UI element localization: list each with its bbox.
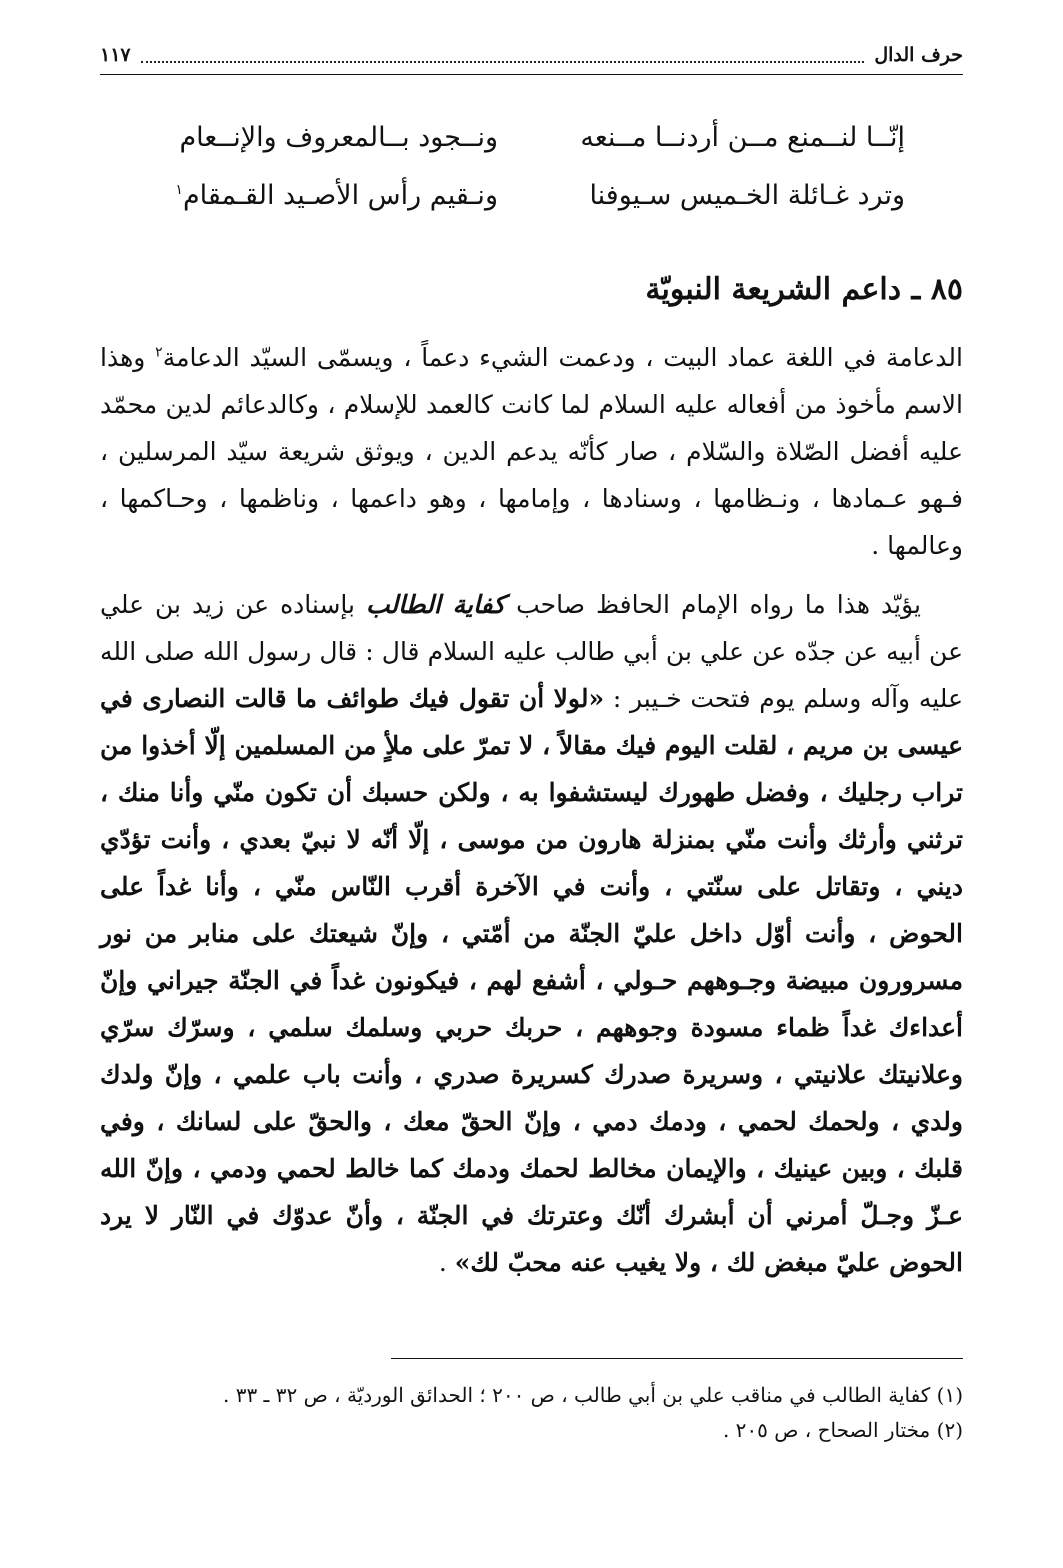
hadith-quote: «لولا أن تقول فيك طوائف ما قالت النصارى في عيسى بن مريم ، لقلت اليوم فيك مقالاً ، لا تمرّ على ملأٍ من المسلمين إلّا أخذوا من تراب رجليك ، وفضل طهورك ليستشفوا به ، ولكن حسبك أن تكون منّي وأنا منك ، ترثني وأرثك وأنت منّي بمنزلة هارون من موسى ، إلّا أنّه لا نبيّ بعدي ، وأنت تؤدّي ديني ، وتقاتل على سنّتي ، وأنت في الآخرة أقرب النّاس منّي ، وأنا غداً على الحوض ، وأنت أوّل داخل عليّ الجنّة من أمّتي ، وإنّ شيعتك على منابر من نور مسرورون مبيضة وجـوههم حـولي ، أشفع لهم ، فيكونون غداً في الجنّة جيراني وإنّ أعداءك غداً ظماء مسودة وجوههم ، حربك حربي وسلمك سلمي ، وسرّك سرّي وعلانيتك علانيتي ، وسريرة صدرك كسريرة صدري ، وأنت باب علمي ، وإنّ ولدك ولدي ، ولحمك لحمي ، ودمك دمي ، وإنّ الحقّ معك ، والحقّ على لسانك ، وفي قلبك ، وبين عينيك ، والإيمان مخالط لحمك ودمك كما خالط لحمي ودمي ، وإنّ الله عـزّ وجـلّ أمرني أن أبشرك أنّك وعترتك في الجنّة ، وأنّ عدوّك في النّار لا يرد الحوض عليّ مبغض لك ، ولا يغيب عنه محبّ لك» (100, 684, 963, 1277)
paragraph-text: وهذا الاسم مأخوذ من أفعاله عليه السلام لما كانت كالعمد للإسلام ، وكالدعائم لدين محمّد عليه أفضل الصّلاة والسّلام ، صار كأنّه يدعم الدين ، ويوثق شريعة سيّد المرسلين ، فـهو عـمادها ، ونـظامها ، وسنادها ، وإمامها ، وهو داعمها ، وناظمها ، وحـاكمها ، وعالمها . (100, 343, 963, 560)
poem-block (100, 108, 963, 224)
header-rule (100, 74, 963, 75)
footnote: (٢) مختار الصحاح ، ص ٢٠٥ . (722, 1418, 963, 1442)
paragraph-text: يؤيّد هذا ما رواه الإمام الحافظ صاحب (505, 590, 921, 619)
verse-second-hemistich (158, 180, 498, 211)
verse-text: ونـقيم رأس الأصـيد القـمقام (182, 179, 498, 211)
paragraph-text: الدعامة في اللغة عماد البيت ، ودعمت الشيء دعماً ، ويسمّى السيّد الدعامة (162, 343, 963, 372)
footnote-rule (391, 1358, 963, 1359)
footnote: (١) كفاية الطالب في مناقب علي بن أبي طالب ، ص ٢٠٠ ؛ الحدائق الورديّة ، ص ٣٢ ـ ٣٣ . (222, 1383, 963, 1407)
footnotes (100, 1378, 963, 1448)
paragraph-text: بإسناده عن زيد بن علي عن أبيه عن جدّه عن علي بن أبي طالب عليه السلام قال : قال رسول الله صلى الله عليه وآله وسلم يوم فتحت خـيبر : (100, 590, 963, 713)
section-heading: ٨٥ ـ داعم الشريعة النبويّة (645, 272, 963, 307)
leader-dots (141, 47, 865, 63)
paragraph (100, 334, 963, 569)
footnote-marker: ٢ (155, 344, 163, 361)
body-text (100, 334, 963, 1286)
verse-first-hemistich: إنّــا لنــمنع مــن أردنــا مــنعه (580, 121, 905, 153)
page-number: ١١٧ (100, 44, 131, 66)
verse-first-hemistich: وترد غـائلة الخـميس سـيوفنا (589, 179, 905, 211)
footnote-marker: ١ (175, 181, 183, 198)
poem-verse (100, 166, 963, 224)
book-title: كفاية الطالب (365, 590, 506, 619)
poem-verse (100, 108, 963, 166)
running-head (100, 40, 963, 70)
chapter-title: حرف الدال (874, 44, 963, 66)
verse-second-hemistich: ونــجود بــالمعروف والإنــعام (179, 121, 498, 153)
paragraph (100, 581, 963, 1286)
paragraph-end: . (438, 1248, 455, 1277)
